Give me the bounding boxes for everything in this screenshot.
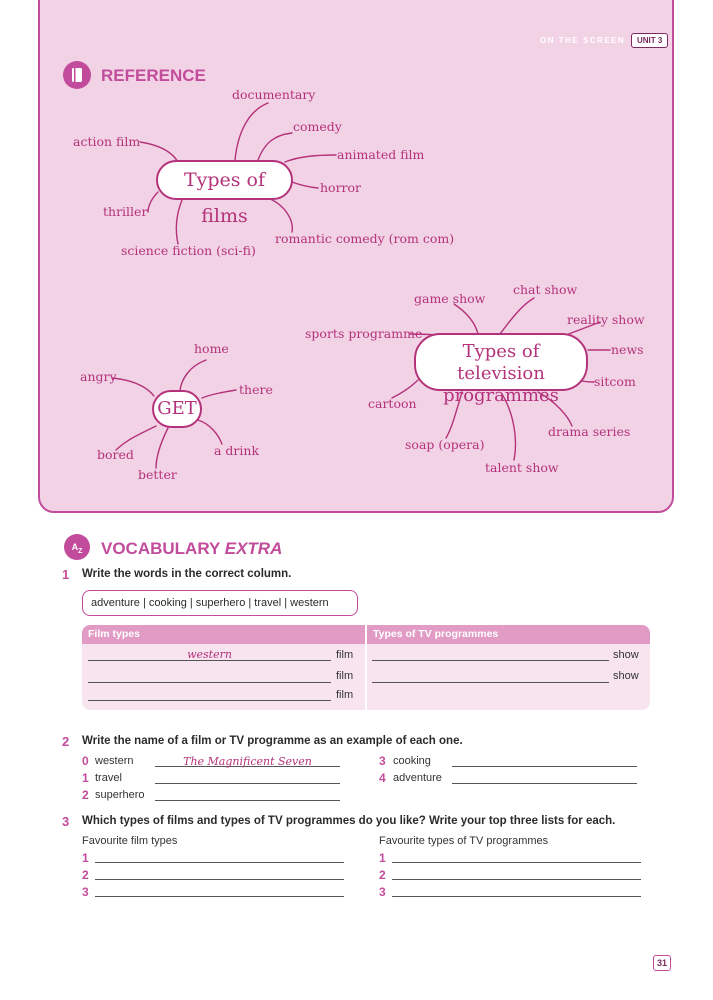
list-number: 2 <box>82 868 89 882</box>
films-item: thriller <box>103 204 148 219</box>
tv-item: game show <box>414 291 486 306</box>
answer-line[interactable] <box>155 752 340 767</box>
film-list-line[interactable] <box>95 865 344 880</box>
films-center-bubble: Types of films <box>156 160 293 200</box>
page-number: 31 <box>653 955 671 971</box>
tv-item: chat show <box>513 282 578 297</box>
connector <box>235 103 268 160</box>
item-label: adventure <box>393 772 442 784</box>
tv-list-line[interactable] <box>392 882 641 897</box>
tv-item: talent show <box>485 460 559 475</box>
films-item: science fiction (sci-fi) <box>121 243 256 258</box>
get-item: there <box>239 382 273 397</box>
item-label: travel <box>95 772 122 784</box>
tv-suffix: show <box>613 670 639 682</box>
films-item: animated film <box>337 147 425 162</box>
exercise-number: 1 <box>62 567 70 582</box>
item-label: cooking <box>393 755 431 767</box>
exercise-number: 2 <box>62 734 70 749</box>
answer-line[interactable] <box>452 752 637 767</box>
list-number: 1 <box>82 851 89 865</box>
item-number: 0 <box>82 754 89 768</box>
item-number: 1 <box>82 771 89 785</box>
tv-item: sports programme <box>305 326 423 341</box>
tv-item: news <box>611 342 644 357</box>
tv-item: drama series <box>548 424 631 439</box>
film-list-heading: Favourite film types <box>82 835 178 847</box>
answer-line[interactable] <box>155 769 340 784</box>
film-answer-line[interactable] <box>88 645 331 661</box>
item-number: 3 <box>379 754 386 768</box>
tv-item: reality show <box>567 312 645 327</box>
example-answer: The Magnificent Seven <box>183 755 312 768</box>
list-number: 1 <box>379 851 386 865</box>
films-item: documentary <box>232 87 316 102</box>
tv-list-line[interactable] <box>392 865 641 880</box>
list-number: 2 <box>379 868 386 882</box>
tv-item: cartoon <box>368 396 417 411</box>
table-header-film: Film types <box>82 625 365 644</box>
table-header-tv: Types of TV programmes <box>367 625 650 644</box>
film-suffix: film <box>336 649 354 661</box>
item-number: 4 <box>379 771 386 785</box>
example-answer: western <box>187 648 232 661</box>
tv-item: soap (opera) <box>405 437 485 452</box>
vocabulary-az-icon: $A_Z$ <box>64 534 90 560</box>
item-number: 2 <box>82 788 89 802</box>
exercise-instruction: Write the words in the correct column. <box>82 568 292 580</box>
word-box: adventure | cooking | superhero | travel | western <box>82 590 358 616</box>
film-list-line[interactable] <box>95 882 344 897</box>
exercise-instruction: Which types of films and types of TV programmes do you like? Write your top three lists for each. <box>82 815 616 827</box>
vocabulary-title: VOCABULARY EXTRA <box>101 539 283 558</box>
films-item: horror <box>320 180 362 195</box>
film-answer-line[interactable] <box>88 685 331 701</box>
tv-item: sitcom <box>594 374 636 389</box>
unit-badge: UNIT 3 <box>631 33 668 48</box>
get-item: bored <box>97 447 134 462</box>
films-item: comedy <box>293 119 342 134</box>
film-suffix: film <box>336 689 354 701</box>
list-number: 3 <box>379 885 386 899</box>
tv-list-line[interactable] <box>392 848 641 863</box>
film-list-line[interactable] <box>95 848 344 863</box>
get-center-bubble: GET <box>152 390 202 428</box>
answer-line[interactable] <box>155 786 340 801</box>
films-item: action film <box>73 134 141 149</box>
answer-table <box>82 625 650 710</box>
exercise-number: 3 <box>62 814 70 829</box>
films-item: romantic comedy (rom com) <box>275 231 455 246</box>
list-number: 3 <box>82 885 89 899</box>
get-item: home <box>194 341 229 356</box>
get-item: a drink <box>214 443 260 458</box>
tv-answer-line[interactable] <box>372 645 609 661</box>
tv-list-heading: Favourite types of TV programmes <box>379 835 549 847</box>
tv-answer-line[interactable] <box>372 667 609 683</box>
get-item: angry <box>80 369 117 384</box>
section-label: ON THE SCREEN <box>540 36 626 45</box>
item-label: western <box>95 755 134 767</box>
film-answer-line[interactable] <box>88 667 331 683</box>
table-divider <box>365 625 367 710</box>
answer-line[interactable] <box>452 769 637 784</box>
reference-title: REFERENCE <box>101 66 206 85</box>
exercise-instruction: Write the name of a film or TV programme as an example of each one. <box>82 735 463 747</box>
item-label: superhero <box>95 789 145 801</box>
tv-suffix: show <box>613 649 639 661</box>
get-item: better <box>138 467 177 482</box>
tv-center-bubble: Types of television programmes <box>414 333 588 391</box>
film-suffix: film <box>336 670 354 682</box>
